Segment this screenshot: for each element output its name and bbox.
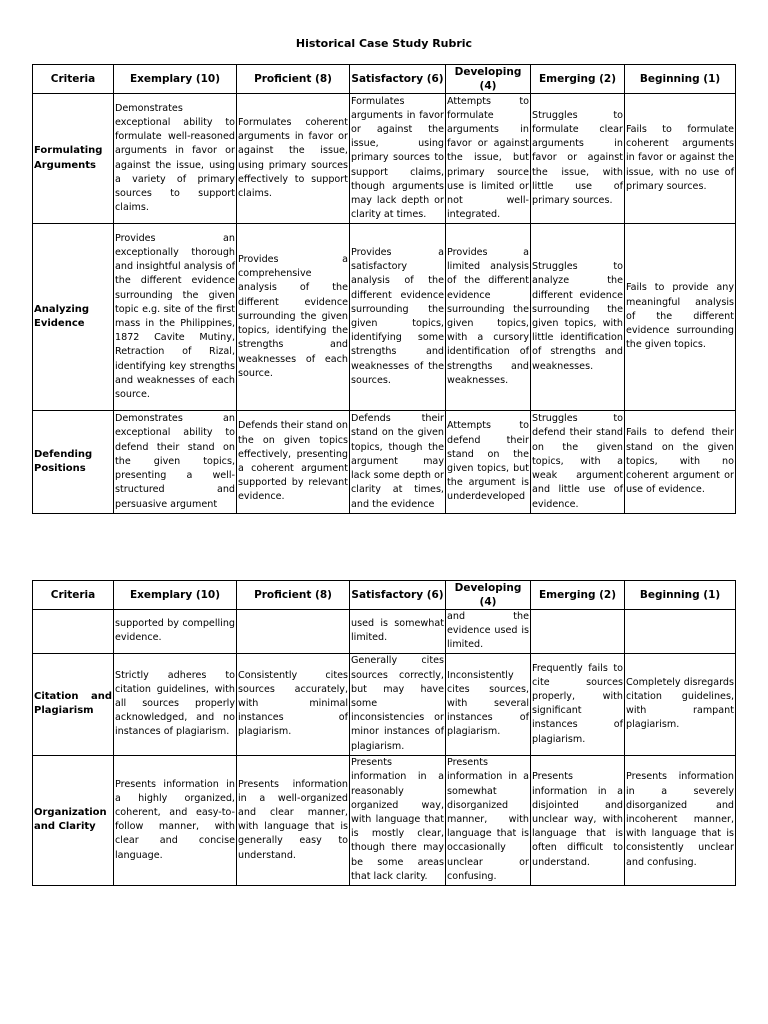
header-criteria: Criteria (33, 581, 114, 610)
table-row (33, 653, 736, 755)
rubric-cell: Presents information in a well-organized and clear manner, with language that is generally easy to understand. (237, 755, 350, 885)
rubric-table-page-1 (32, 64, 736, 514)
rubric-cell: Frequently fails to cite sources properly, with significant instances of plagiarism. (531, 653, 625, 755)
criteria-cell: Organization and Clarity (33, 755, 114, 885)
rubric-cell (531, 610, 625, 654)
criteria-cell: Defending Positions (33, 411, 114, 514)
table-row (33, 610, 736, 654)
rubric-cell: Fails to defend their stand on the given topics, with no coherent argument or use of evidence. (625, 411, 736, 514)
rubric-cell: Formulates arguments in favor or against the issue, using primary sources to support claims, though arguments may lack depth or clarity at times. (350, 94, 446, 224)
rubric-cell: Provides a satisfactory analysis of the different evidence surrounding the given topics, identifying some strengths and weaknesses of the sources. (350, 224, 446, 411)
rubric-cell: Formulates coherent arguments in favor or against the issue, using primary sources effectively to support claims. (237, 94, 350, 224)
rubric-cell: Fails to provide any meaningful analysis of the different evidence surrounding the given topics. (625, 224, 736, 411)
header-criteria: Criteria (33, 65, 114, 94)
rubric-cell: Completely disregards citation guidelines, with rampant plagiarism. (625, 653, 736, 755)
header-row (33, 65, 736, 94)
header-proficient: Proficient (8) (237, 65, 350, 94)
header-exemplary: Exemplary (10) (114, 65, 237, 94)
criteria-cell: Formulating Arguments (33, 94, 114, 224)
rubric-cell: supported by compelling evidence. (114, 610, 237, 654)
header-beginning: Beginning (1) (625, 581, 736, 610)
rubric-cell: Provides a comprehensive analysis of the different evidence surrounding the given topics, identifying the strengths and weaknesses of each source. (237, 224, 350, 411)
rubric-cell (237, 610, 350, 654)
rubric-cell: Provides a limited analysis of the different evidence surrounding the given topics, with a cursory identification of strengths and weaknesses. (446, 224, 531, 411)
document-title: Historical Case Study Rubric (295, 37, 473, 50)
criteria-cell (33, 610, 114, 654)
header-proficient: Proficient (8) (237, 581, 350, 610)
header-satisfactory: Satisfactory (6) (350, 581, 446, 610)
header-emerging: Emerging (2) (531, 65, 625, 94)
table-row (33, 94, 736, 224)
rubric-cell: used is somewhat limited. (350, 610, 446, 654)
header-exemplary: Exemplary (10) (114, 581, 237, 610)
table-row (33, 755, 736, 885)
rubric-cell: Attempts to defend their stand on the given topics, but the argument is underdeveloped (446, 411, 531, 514)
rubric-cell: Attempts to formulate arguments in favor or against the issue, but primary source use is limited or not well-integrated. (446, 94, 531, 224)
rubric-cell: Demonstrates exceptional ability to formulate well-reasoned arguments in favor or against the issue, using a variety of primary sources to support claims. (114, 94, 237, 224)
table-row (33, 224, 736, 411)
rubric-cell: Presents information in a reasonably organized way, with language that is mostly clear, though there may be some areas that lack clarity. (350, 755, 446, 885)
header-developing: Developing (4) (446, 581, 531, 610)
rubric-cell: Defends their stand on the on given topics effectively, presenting a coherent argument supported by relevant evidence. (237, 411, 350, 514)
rubric-cell: Consistently cites sources accurately, with minimal instances of plagiarism. (237, 653, 350, 755)
header-row (33, 581, 736, 610)
header-beginning: Beginning (1) (625, 65, 736, 94)
table-row (33, 411, 736, 514)
rubric-cell: Strictly adheres to citation guidelines, with all sources properly acknowledged, and no instances of plagiarism. (114, 653, 237, 755)
rubric-cell (625, 610, 736, 654)
header-developing: Developing (4) (446, 65, 531, 94)
rubric-cell: Presents information in a severely disorganized and incoherent manner, with language that is consistently unclear and confusing. (625, 755, 736, 885)
header-emerging: Emerging (2) (531, 581, 625, 610)
rubric-cell: Generally cites sources correctly, but may have some inconsistencies or minor instances of plagiarism. (350, 653, 446, 755)
rubric-table-page-2 (32, 580, 736, 886)
header-satisfactory: Satisfactory (6) (350, 65, 446, 94)
rubric-cell: Struggles to analyze the different evidence surrounding the given topics, with little identification of strengths and weaknesses. (531, 224, 625, 411)
rubric-cell: Provides an exceptionally thorough and insightful analysis of the different evidence surrounding the given topic e.g. site of the first mass in the Philippines, 1872 Cavite Mutiny, Retraction of Rizal, identifying key strengths and weaknesses of each source. (114, 224, 237, 411)
rubric-cell: Inconsistently cites sources, with several instances of plagiarism. (446, 653, 531, 755)
rubric-cell: Defends their stand on the given topics, though the argument may lack some depth or clarity at times, and the evidence (350, 411, 446, 514)
rubric-cell: Presents information in a somewhat disorganized manner, with language that is occasionally unclear or confusing. (446, 755, 531, 885)
rubric-cell: Presents information in a disjointed and unclear way, with language that is often difficult to understand. (531, 755, 625, 885)
rubric-cell: Demonstrates an exceptional ability to defend their stand on the given topics, presenting a well-structured and persuasive argument (114, 411, 237, 514)
rubric-cell: Struggles to formulate clear arguments in favor or against the issue, with little use of primary sources. (531, 94, 625, 224)
criteria-cell: Analyzing Evidence (33, 224, 114, 411)
rubric-cell: and the evidence used is limited. (446, 610, 531, 654)
rubric-cell: Presents information in a highly organized, coherent, and easy-to-follow manner, with clear and concise language. (114, 755, 237, 885)
criteria-cell: Citation and Plagiarism (33, 653, 114, 755)
rubric-cell: Fails to formulate coherent arguments in favor or against the issue, with no use of primary sources. (625, 94, 736, 224)
rubric-cell: Struggles to defend their stand on the given topics, with a weak argument and little use of evidence. (531, 411, 625, 514)
